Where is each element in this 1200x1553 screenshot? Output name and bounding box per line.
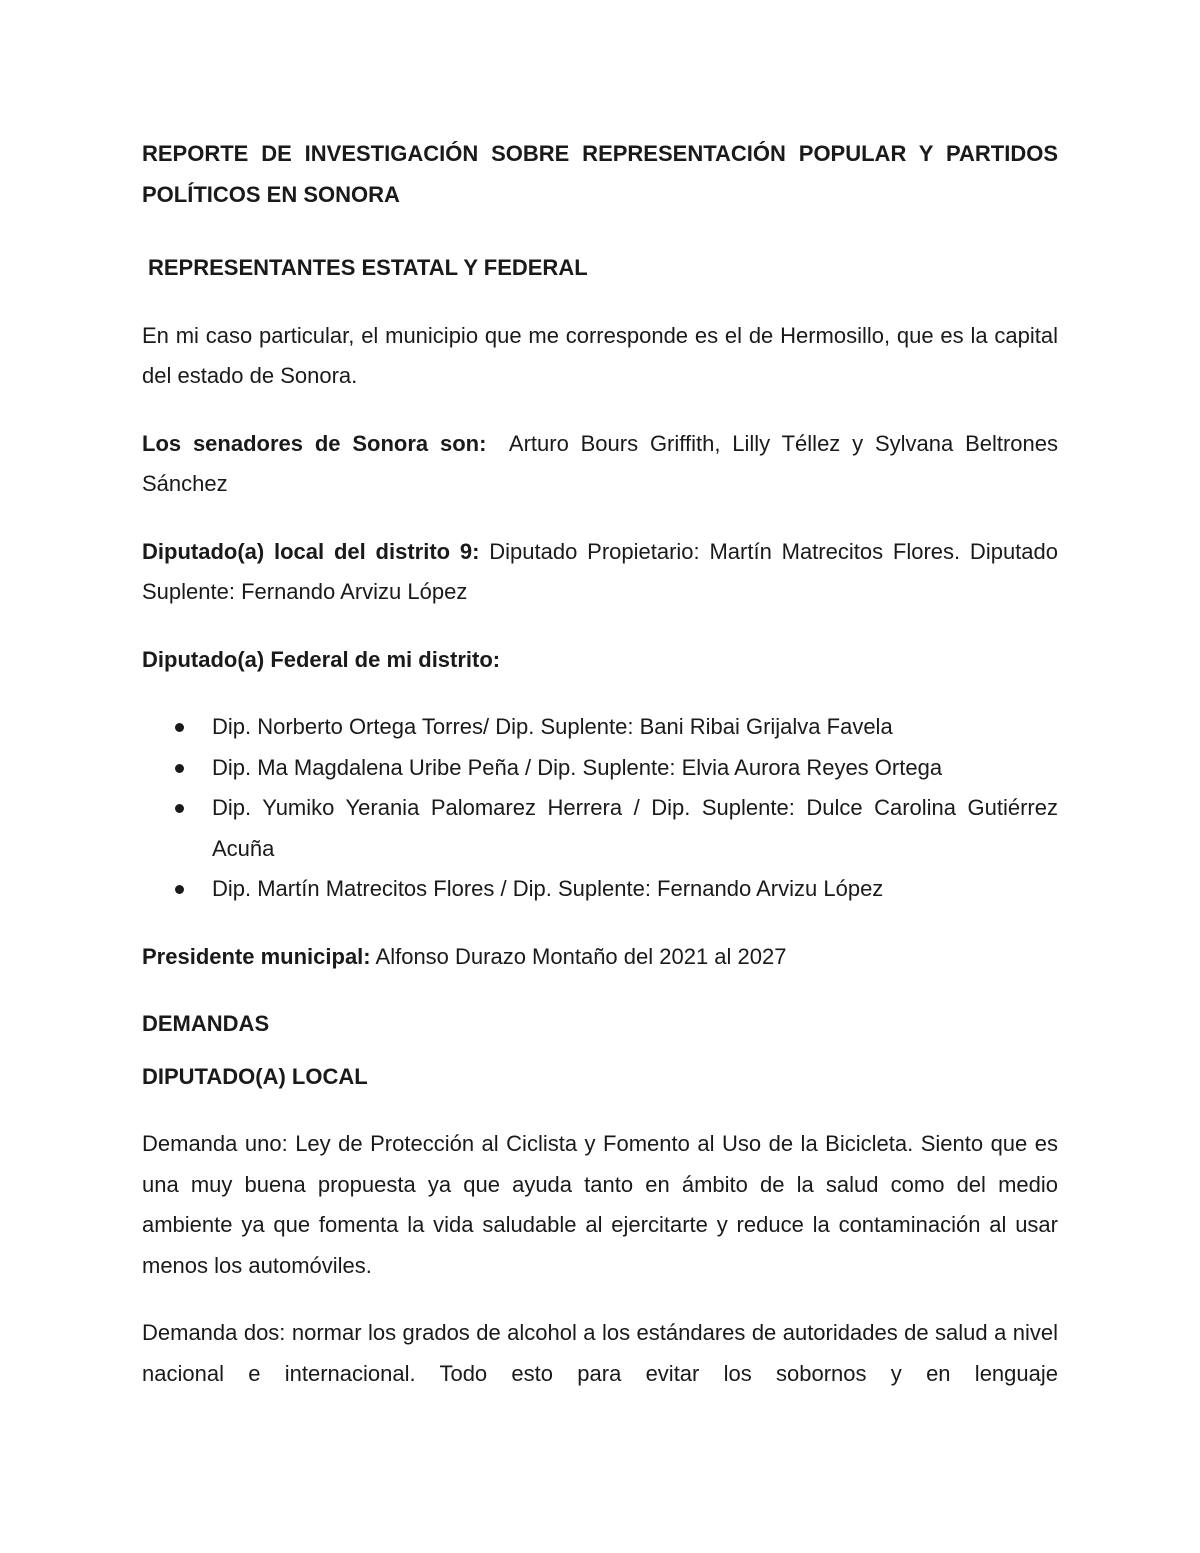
list-item bbox=[142, 869, 1058, 910]
senators-paragraph bbox=[142, 424, 1058, 505]
bullet-icon bbox=[175, 885, 184, 894]
document-title: REPORTE DE INVESTIGACIÓN SOBRE REPRESENTACIÓN POPULAR Y PARTIDOS POLÍTICOS EN SONORA bbox=[142, 141, 1058, 207]
demands-heading: DEMANDAS bbox=[142, 1011, 270, 1036]
list-item-text: Dip. Martín Matrecitos Flores / Dip. Suplente: Fernando Arvizu López bbox=[212, 876, 884, 901]
document-page bbox=[142, 134, 1058, 1394]
list-item-text: Dip. Yumiko Yerania Palomarez Herrera / Dip. Suplente: Dulce Carolina Gutiérrez Acuña bbox=[212, 795, 1058, 861]
senators-label: Los senadores de Sonora son: bbox=[142, 430, 487, 456]
local-deputy-label: Diputado(a) local del distrito 9: bbox=[142, 538, 480, 564]
mayor-text: Alfonso Durazo Montaño del 2021 al 2027 bbox=[375, 943, 787, 969]
mayor-paragraph bbox=[142, 937, 1058, 978]
federal-deputies-list bbox=[142, 707, 1058, 910]
local-deputy-text: Diputado Propietario: Martín Matrecitos Flores. Diputado Suplente: Fernando Arvizu López bbox=[142, 538, 1058, 604]
local-deputy-heading: DIPUTADO(A) LOCAL bbox=[142, 1063, 368, 1089]
local-deputy-paragraph bbox=[142, 532, 1058, 613]
section-heading-representatives: REPRESENTANTES ESTATAL Y FEDERAL bbox=[148, 255, 588, 280]
list-item bbox=[142, 707, 1058, 748]
bullet-icon bbox=[175, 804, 184, 813]
federal-deputy-label: Diputado(a) Federal de mi distrito: bbox=[142, 646, 501, 672]
intro-paragraph: En mi caso particular, el municipio que me corresponde es el de Hermosillo, que es la capital del estado de Sonora. bbox=[142, 322, 1058, 388]
bullet-icon bbox=[175, 764, 184, 773]
demand-two-paragraph: Demanda dos: normar los grados de alcohol a los estándares de autoridades de salud a nivel nacional e internacional. Todo esto para evitar los sobornos y en lenguaje bbox=[142, 1320, 1058, 1386]
list-item-text: Dip. Norberto Ortega Torres/ Dip. Suplente: Bani Ribai Grijalva Favela bbox=[212, 714, 893, 739]
demand-one-paragraph: Demanda uno: Ley de Protección al Ciclista y Fomento al Uso de la Bicicleta. Siento que es una muy buena propuesta ya que ayuda tanto en ámbito de la salud como del medio ambiente ya que fomenta la vida saludable al ejercitarte y reduce la contaminación al usar menos los automóviles. bbox=[142, 1131, 1058, 1278]
list-item bbox=[142, 788, 1058, 869]
bullet-icon bbox=[175, 723, 184, 732]
mayor-label: Presidente municipal: bbox=[142, 943, 371, 969]
list-item bbox=[142, 748, 1058, 789]
list-item-text: Dip. Ma Magdalena Uribe Peña / Dip. Suplente: Elvia Aurora Reyes Ortega bbox=[212, 754, 943, 780]
senators-text: Arturo Bours Griffith, Lilly Téllez y Sylvana Beltrones Sánchez bbox=[142, 430, 1059, 496]
